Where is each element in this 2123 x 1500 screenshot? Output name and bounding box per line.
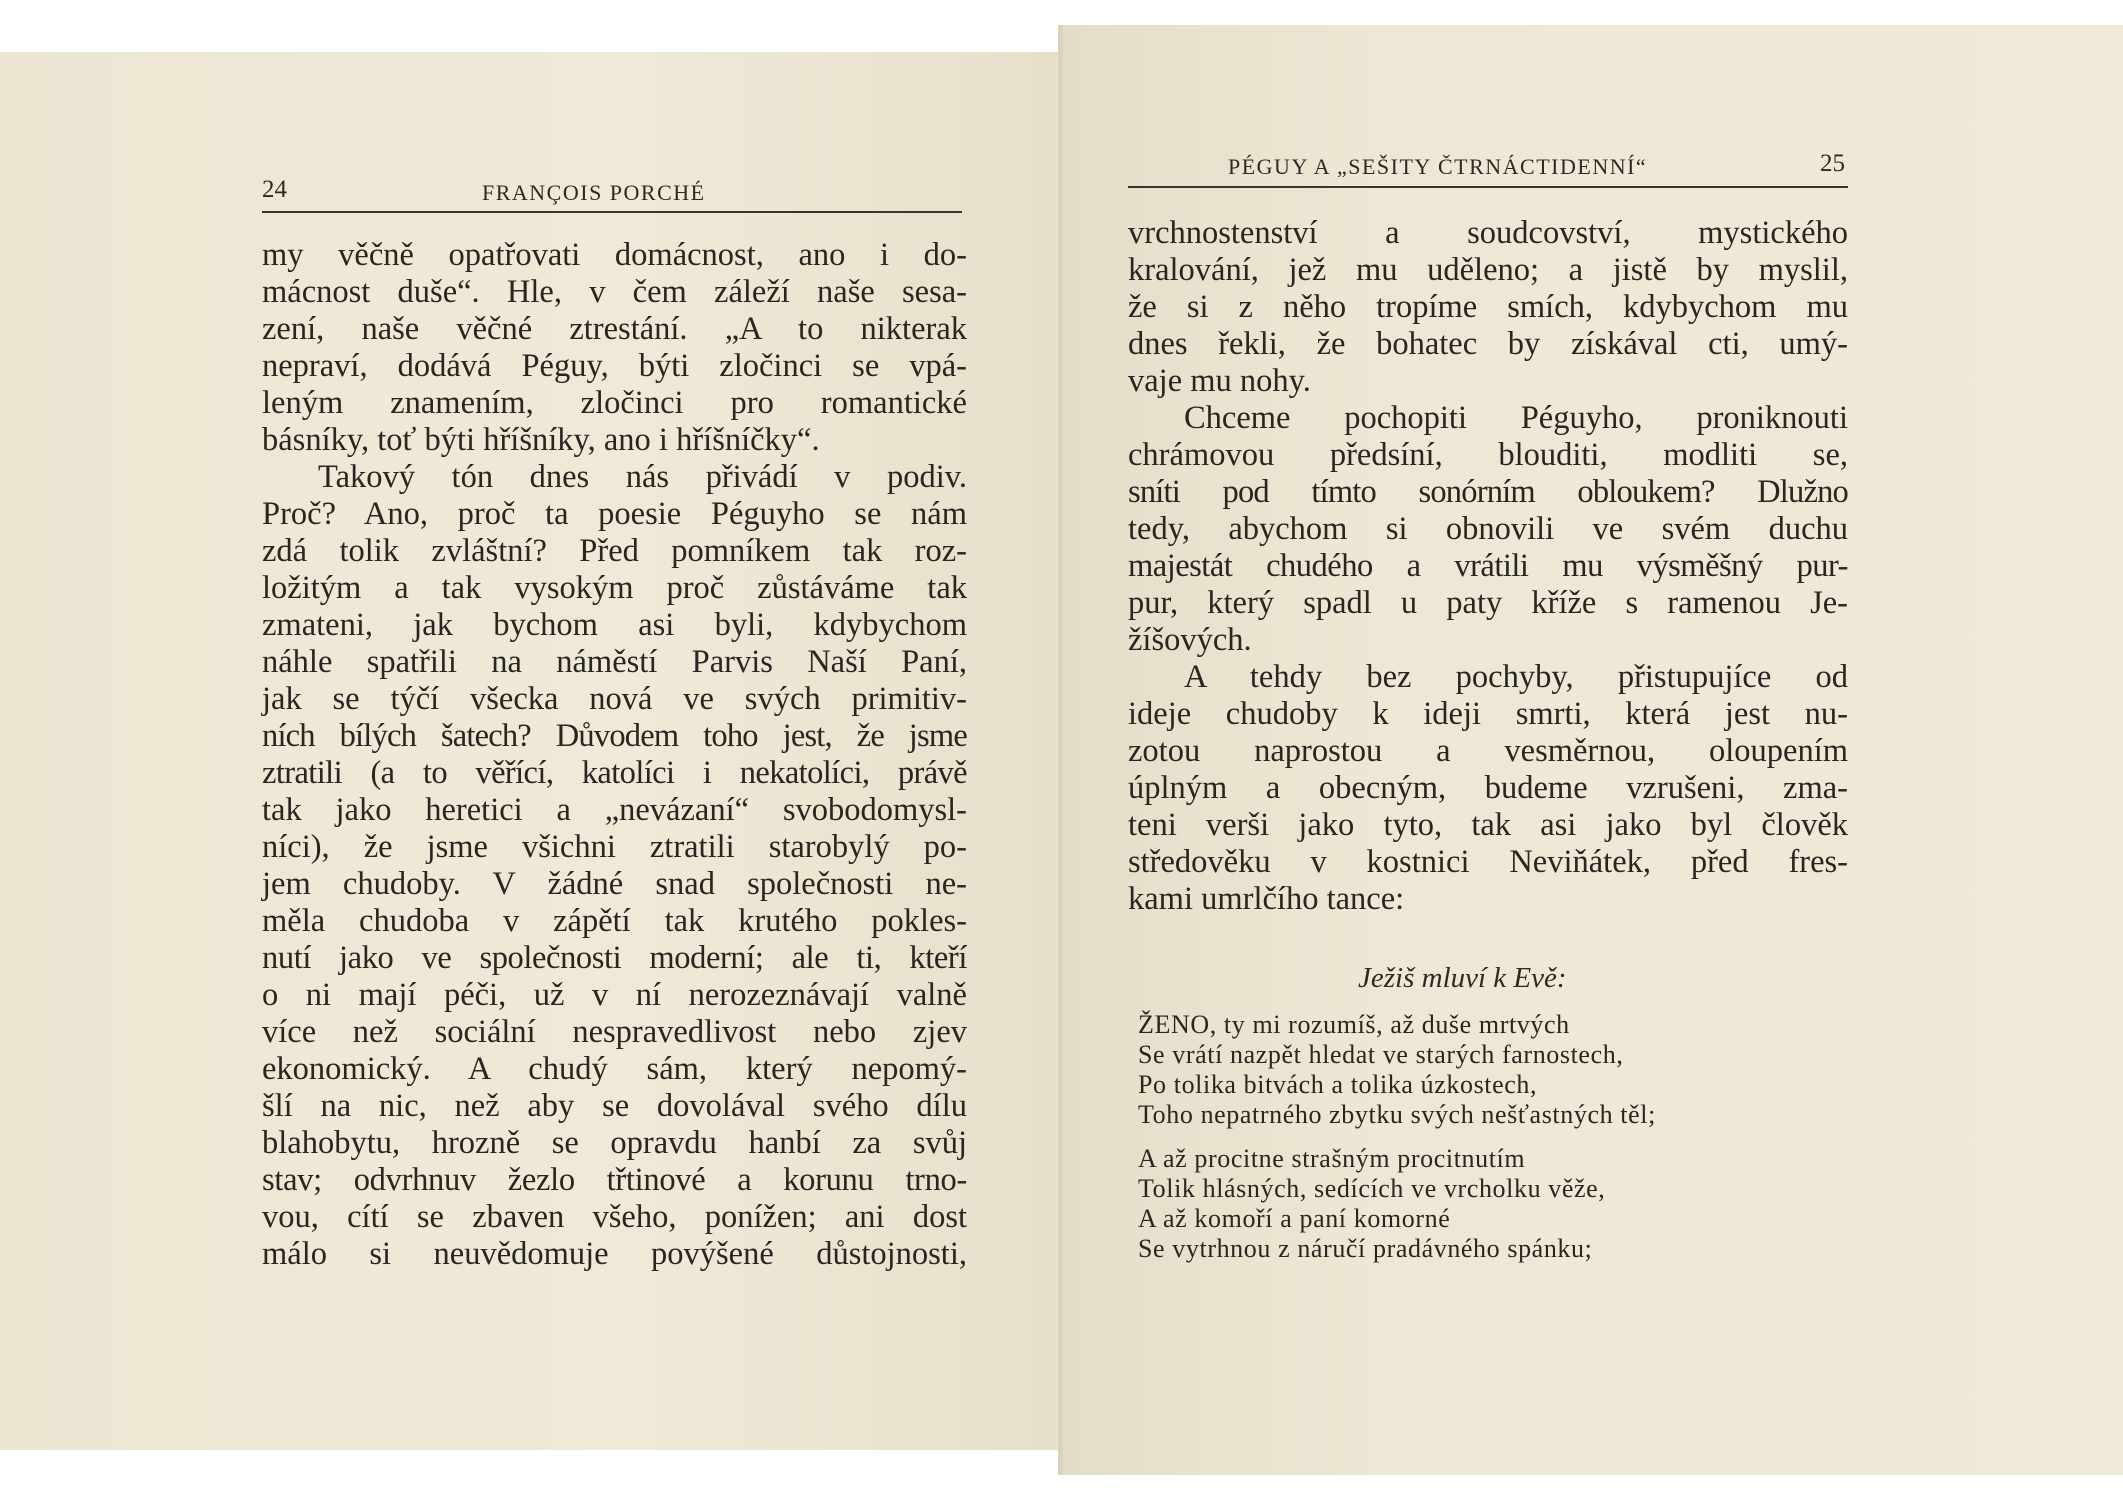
- text-line: ekonomický. A chudý sám, který nepomý-: [262, 1051, 967, 1087]
- left-header-rule: [262, 211, 962, 213]
- text-line: že si z něho tropíme smích, kdybychom mu: [1128, 289, 1848, 325]
- text-line: dnes řekli, že bohatec by získával cti, umý-: [1128, 326, 1848, 362]
- text-line: náhle spatřili na náměstí Parvis Naší Paní,: [262, 644, 967, 680]
- text-line: zmateni, jak bychom asi byli, kdybychom: [262, 607, 967, 643]
- text-line: ních bílých šatech? Důvodem toho jest, že jsme: [262, 718, 967, 754]
- text-line: blahobytu, hrozně se opravdu hanbí za svůj: [262, 1125, 967, 1161]
- poem-line: Se vrátí nazpět hledat ve starých farnostech,: [1138, 1040, 1624, 1069]
- text-line: žíšových.: [1128, 622, 1252, 658]
- poem-line: Tolik hlásných, sedících ve vrcholku věže,: [1138, 1174, 1606, 1203]
- text-line: Takový tón dnes nás přivádí v podiv.: [318, 459, 967, 495]
- text-line: vou, cítí se zbaven všeho, ponížen; ani dost: [262, 1199, 967, 1235]
- text-line: měla chudoba v zápětí tak krutého pokles-: [262, 903, 967, 939]
- text-line: sníti pod tímto sonórním obloukem? Dlužno: [1128, 474, 1848, 510]
- poem-line: A až procitne strašným procitnutím: [1138, 1144, 1526, 1173]
- left-body-text: [262, 237, 967, 1273]
- poem-block: [1138, 1010, 1858, 1264]
- right-header-rule: [1128, 186, 1848, 188]
- text-line: vaje mu nohy.: [1128, 363, 1311, 399]
- text-line: majestát chudého a vrátili mu výsměšný pur-: [1128, 548, 1848, 584]
- text-line: o ni mají péči, už v ní nerozeznávají valně: [262, 977, 967, 1013]
- text-line: jem chudoby. V žádné snad společnosti ne-: [262, 866, 967, 902]
- text-line: pur, který spadl u paty kříže s ramenou Je-: [1128, 585, 1848, 621]
- text-line: kralování, jež mu uděleno; a jistě by myslil,: [1128, 252, 1848, 288]
- text-line: zdá tolik zvláštní? Před pomníkem tak roz-: [262, 533, 967, 569]
- text-line: více než sociální nespravedlivost nebo zjev: [262, 1014, 967, 1050]
- poem-line: A až komoří a paní komorné: [1138, 1204, 1451, 1233]
- text-line: nutí jako ve společnosti moderní; ale ti, kteří: [262, 940, 967, 976]
- text-line: zotou naprostou a vesměrnou, oloupením: [1128, 733, 1848, 769]
- text-line: tak jako heretici a „nevázaní“ svobodomysl-: [262, 792, 967, 828]
- text-line: my věčně opatřovati domácnost, ano i do-: [262, 237, 967, 273]
- text-line: kami umrlčího tance:: [1128, 881, 1405, 917]
- text-line: nepraví, dodává Péguy, býti zločinci se vpá-: [262, 348, 967, 384]
- text-line: stav; odvrhnuv žezlo třtinové a korunu trno-: [262, 1162, 967, 1198]
- text-line: A tehdy bez pochyby, přistupujíce od: [1184, 659, 1848, 695]
- left-page-number: 24: [262, 176, 287, 203]
- stanza-break: [1138, 1130, 1858, 1144]
- text-line: Chceme pochopiti Péguyho, proniknouti: [1184, 400, 1848, 436]
- text-line: málo si neuvědomuje povýšené důstojnosti,: [262, 1236, 967, 1272]
- poem-line: Po tolika bitvách a tolika úzkostech,: [1138, 1070, 1538, 1099]
- text-line: úplným a obecným, budeme vzrušeni, zma-: [1128, 770, 1848, 806]
- right-body-text: [1128, 215, 1848, 918]
- text-line: leným znamením, zločinci pro romantické: [262, 385, 967, 421]
- right-running-head: PÉGUY A „SEŠITY ČTRNÁCTIDENNÍ“: [1228, 154, 1648, 179]
- text-line: teni verši jako tyto, tak asi jako byl člověk: [1128, 807, 1848, 843]
- text-line: vrchnostenství a soudcovství, mystického: [1128, 215, 1848, 251]
- text-line: ložitým a tak vysokým proč zůstáváme tak: [262, 570, 967, 606]
- poem-line: ŽENO, ty mi rozumíš, až duše mrtvých: [1138, 1010, 1570, 1039]
- text-line: středověku v kostnici Neviňátek, před fres-: [1128, 844, 1848, 880]
- right-page-number: 25: [1820, 150, 1845, 177]
- text-line: šlí na nic, než aby se dovolával svého dílu: [262, 1088, 967, 1124]
- poem-line: Toho nepatrného zbytku svých nešťastných těl;: [1138, 1100, 1656, 1129]
- text-line: tedy, abychom si obnovili ve svém duchu: [1128, 511, 1848, 547]
- text-line: ideje chudoby k ideji smrti, která jest nu-: [1128, 696, 1848, 732]
- text-line: Proč? Ano, proč ta poesie Péguyho se nám: [262, 496, 967, 532]
- text-line: ztratili (a to věřící, katolíci i nekatolíci, právě: [262, 755, 967, 791]
- left-running-head: FRANÇOIS PORCHÉ: [482, 180, 706, 205]
- text-line: chrámovou předsíní, blouditi, modliti se,: [1128, 437, 1848, 473]
- text-line: níci), že jsme všichni ztratili starobylý po-: [262, 829, 967, 865]
- text-line: jak se týčí všecka nová ve svých primitiv-: [262, 681, 967, 717]
- text-line: básníky, toť býti hříšníky, ano i hříšníčky“.: [262, 422, 820, 458]
- text-line: mácnost duše“. Hle, v čem záleží naše sesa-: [262, 274, 967, 310]
- poem-line: Se vytrhnou z náručí pradávného spánku;: [1138, 1234, 1593, 1263]
- text-line: zení, naše věčné ztrestání. „A to nikterak: [262, 311, 967, 347]
- poem-heading: Ježiš mluví k Evě:: [1358, 962, 1567, 994]
